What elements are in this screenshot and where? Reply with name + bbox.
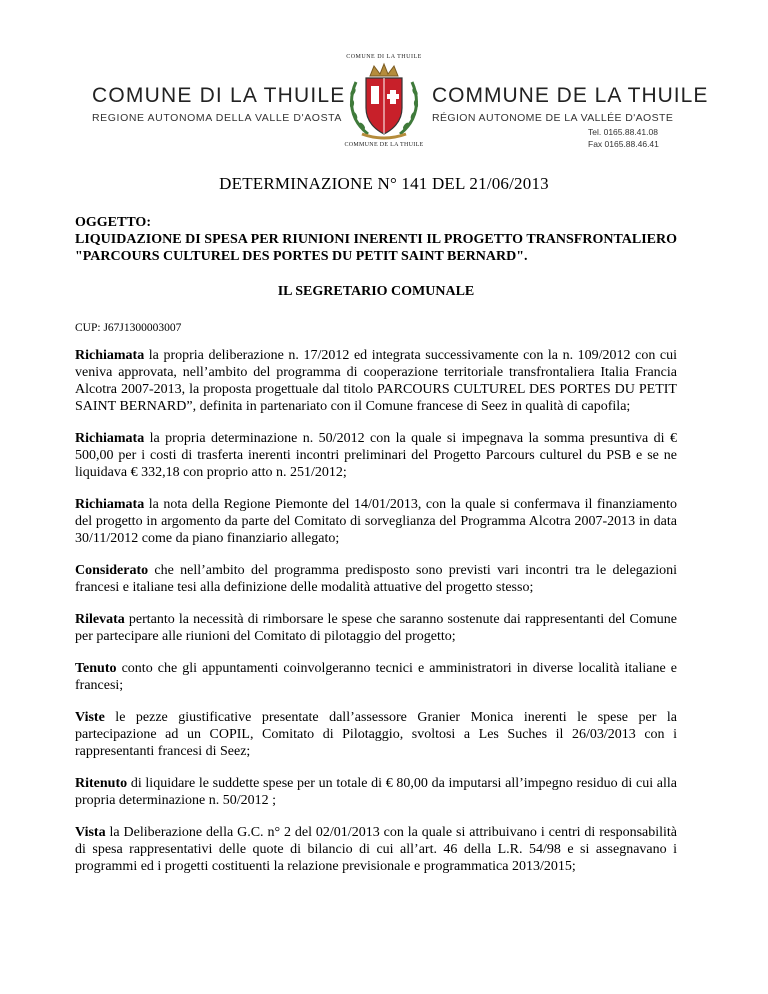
crest-shield-icon bbox=[344, 62, 424, 142]
signatory-heading: IL SEGRETARIO COMUNALE bbox=[277, 284, 475, 299]
paragraph bbox=[75, 562, 677, 596]
region-name-french: RÉGION AUTONOME DE LA VALLÉE D'AOSTE bbox=[432, 112, 674, 124]
paragraph-lead: Ritenuto bbox=[75, 776, 128, 791]
paragraph-text: la propria deliberazione n. 17/2012 ed integrata successivamente con la n. 109/2012 con cui veniva approvata, nell’ambito del programma di cooperazione territoriale transfrontaliera Italia Francia Alcotra 2007-2013, la proposta progettuale dal titolo PARCOURS CULTUREL DES PORTES DU PETIT SAINT BERNARD”, definita in partenariato con il Comune francese di Seez in qualità di capofila; bbox=[75, 348, 677, 414]
paragraph bbox=[75, 660, 677, 694]
paragraph-text: di liquidare le suddette spese per un totale di € 80,00 da imputarsi all’impegno residuo di cui alla propria determinazione n. 50/2012 ; bbox=[75, 776, 677, 808]
paragraph bbox=[75, 709, 677, 760]
letterhead bbox=[0, 0, 768, 160]
document-title: DETERMINAZIONE N° 141 DEL 21/06/2013 bbox=[219, 174, 549, 193]
paragraph-text: la nota della Regione Piemonte del 14/01/2013, con la quale si confermava il finanziamento del progetto in argomento da parte del Comitato di sorveglianza del Programma Alcotra 2007-2013 in data 30/11/2012 come da piano finanziario allegato; bbox=[75, 497, 677, 546]
paragraph bbox=[75, 430, 677, 481]
paragraph-text: le pezze giustificative presentate dall’assessore Granier Monica inerenti le spese per la partecipazione ad un COPIL, Comitato di Pilotaggio, svoltosi a Les Suches il 26/03/2013 con i rappresentanti francesi di Seez; bbox=[75, 710, 677, 759]
document-body bbox=[75, 214, 677, 875]
paragraph-text: la Deliberazione della G.C. n° 2 del 02/01/2013 con la quale si attribuivano i centri di responsabilità di spesa rappresentativi delle quote di bilancio di cui all’art. 46 della L.R. 54/98 e si assegnavano i programmi ed i progetti costituenti la relazione previsionale e programmatica 2013/2015; bbox=[75, 825, 677, 874]
fax-number: Fax 0165.88.46.41 bbox=[588, 139, 659, 149]
contact-info bbox=[588, 126, 659, 150]
paragraph-lead: Tenuto bbox=[75, 661, 117, 676]
paragraph-lead: Richiamata bbox=[75, 348, 145, 363]
paragraph-lead: Vista bbox=[75, 825, 106, 840]
paragraph bbox=[75, 775, 677, 809]
telephone-number: Tel. 0165.88.41.08 bbox=[588, 127, 658, 137]
paragraph-lead: Viste bbox=[75, 710, 105, 725]
cup-code: CUP: J67J1300003007 bbox=[75, 322, 182, 334]
subject-text: LIQUIDAZIONE DI SPESA PER RIUNIONI INERENTI IL PROGETTO TRANSFRONTALIERO "PARCOURS CULTUREL DES PORTES DU PETIT SAINT BERNARD". bbox=[75, 232, 677, 264]
municipality-name-french: COMMUNE DE LA THUILE bbox=[432, 84, 709, 107]
paragraph-lead: Rilevata bbox=[75, 612, 125, 627]
paragraph-lead: Richiamata bbox=[75, 431, 145, 446]
crest-caption-top: COMUNE DI LA THUILE bbox=[346, 54, 422, 60]
paragraph-text: pertanto la necessità di rimborsare le spese che saranno sostenute dai rappresentanti del Comune per partecipare alle riunioni del Comitato di pilotaggio del progetto; bbox=[75, 612, 677, 644]
municipality-name-italian: COMUNE DI LA THUILE bbox=[92, 84, 346, 107]
paragraph bbox=[75, 824, 677, 875]
paragraph-lead: Considerato bbox=[75, 563, 149, 578]
paragraph bbox=[75, 611, 677, 645]
paragraph-text: la propria determinazione n. 50/2012 con la quale si impegnava la somma presuntiva di € 500,00 per i costi di trasferta inerenti incontri preliminari del Progetto Parcours culturel du PSB e se ne liquidava € 332,18 con proprio atto n. 251/2012; bbox=[75, 431, 677, 480]
paragraph-text: conto che gli appuntamenti coinvolgeranno tecnici e amministratori in diverse località italiane e francesi; bbox=[75, 661, 677, 693]
region-name-italian: REGIONE AUTONOMA DELLA VALLE D'AOSTA bbox=[92, 112, 343, 124]
subject-label: OGGETTO: bbox=[75, 215, 151, 230]
municipal-crest bbox=[334, 50, 434, 158]
letterhead-french bbox=[432, 84, 708, 124]
crest-caption-bottom: COMMUNE DE LA THUILE bbox=[344, 142, 424, 148]
paragraph bbox=[75, 347, 677, 415]
paragraph-text: che nell’ambito del programma predisposto sono previsti vari incontri tra le delegazioni francesi e italiane tesi alla definizione delle modalità attuative del progetto stesso; bbox=[75, 563, 677, 595]
paragraph bbox=[75, 496, 677, 547]
paragraph-lead: Richiamata bbox=[75, 497, 145, 512]
letterhead-italian bbox=[92, 84, 345, 124]
